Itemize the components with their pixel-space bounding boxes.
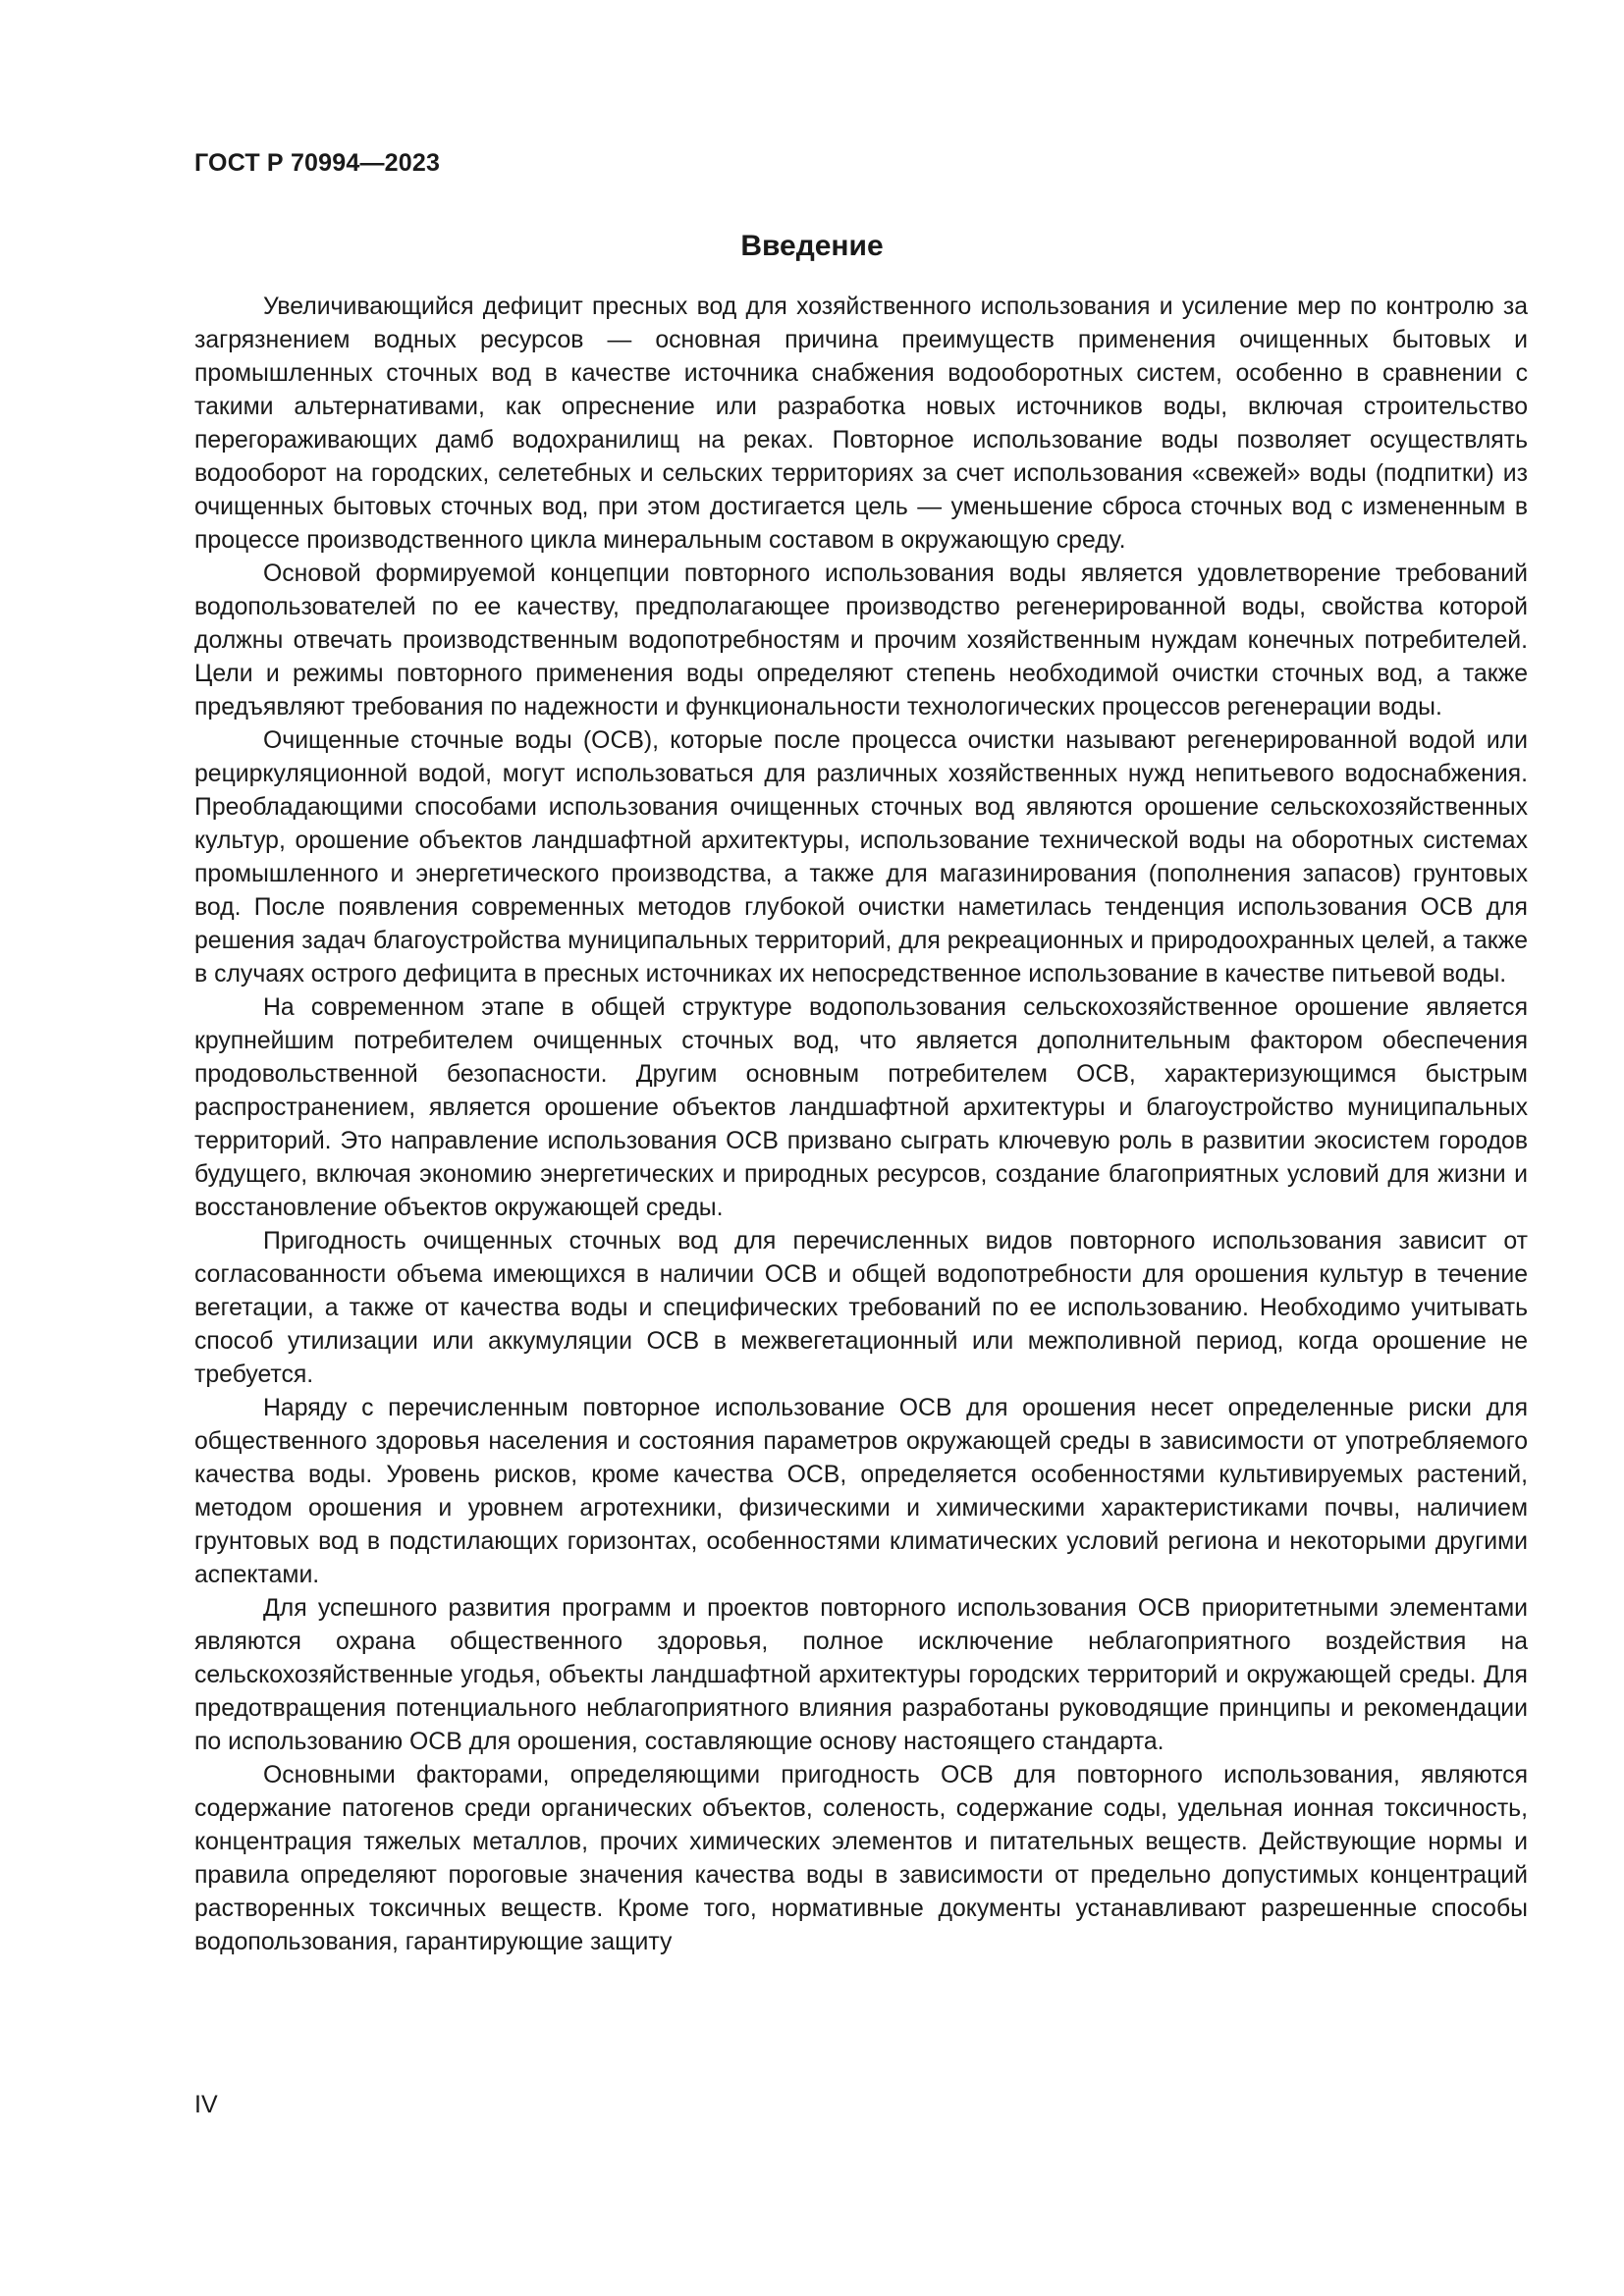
paragraph: Очищенные сточные воды (ОСВ), которые после процесса очистки называют регенерированной водой или рециркуляционной водой, могут использоваться для различных хозяйственных нужд непитьевого водоснабжения. Преобладающими способами использования очищенных сточных вод являются орошение сельскохозяйственных культур, орошение объектов ландшафтной архитектуры, использование технической воды на оборотных системах промышленного и энергетического производства, а также для магазинирования (пополнения запасов) грунтовых вод. После появления современных методов глубокой очистки наметилась тенденция использования ОСВ для решения задач благоустройства муниципальных территорий, для рекреационных и природоохранных целей, а также в случаях острого дефицита в пресных источниках их непосредственное использование в качестве питьевой воды. xyxy=(194,727,1528,988)
body-text xyxy=(194,291,1528,1959)
paragraph: Основными факторами, определяющими пригодность ОСВ для повторного использования, являются содержание патогенов среди органических объектов, соленость, содержание соды, удельная ионная токсичность, концентрация тяжелых металлов, прочих химических элементов и питательных веществ. Действующие нормы и правила определяют пороговые значения качества воды в зависимости от предельно допустимых концентраций растворенных токсичных веществ. Кроме того, нормативные документы устанавливают разрешенные способы водопользования, гарантирующие защиту xyxy=(194,1762,1528,1955)
paragraph: Основой формируемой концепции повторного использования воды является удовлетворение требований водопользователей по ее качеству, предполагающее производство регенерированной воды, свойства которой должны отвечать производственным водопотребностям и прочим хозяйственным нуждам конечных потребителей. Цели и режимы повторного применения воды определяют степень необходимой очистки сточных вод, а также предъявляют требования по надежности и функциональности технологических процессов регенерации воды. xyxy=(194,561,1528,721)
page-number: IV xyxy=(194,2091,218,2118)
paragraph: Для успешного развития программ и проектов повторного использования ОСВ приоритетными элементами являются охрана общественного здоровья, полное исключение неблагоприятного воздействия на сельскохозяйственные угодья, объекты ландшафтной архитектуры городских территорий и окружающей среды. Для предотвращения потенциального неблагоприятного влияния разработаны руководящие принципы и рекомендации по использованию ОСВ для орошения, составляющие основу настоящего стандарта. xyxy=(194,1595,1528,1755)
paragraph: Увеличивающийся дефицит пресных вод для хозяйственного использования и усиление мер по контролю за загрязнением водных ресурсов — основная причина преимуществ применения очищенных бытовых и промышленных сточных вод в качестве источника снабжения водооборотных систем, особенно в сравнении с такими альтернативами, как опреснение или разработка новых источников воды, включая строительство перегораживающих дамб водохранилищ на реках. Повторное использование воды позволяет осуществлять водооборот на городских, селетебных и сельских территориях за счет использования «свежей» воды (подпитки) из очищенных бытовых сточных вод, при этом достигается цель — уменьшение сброса сточных вод с измененным в процессе производственного цикла минеральным составом в окружающую среду. xyxy=(194,294,1528,554)
paragraph: Пригодность очищенных сточных вод для перечисленных видов повторного использования зависит от согласованности объема имеющихся в наличии ОСВ и общей водопотребности для орошения культур в течение вегетации, а также от качества воды и специфических требований по ее использованию. Необходимо учитывать способ утилизации или аккумуляции ОСВ в межвегетационный или межполивной период, когда орошение не требуется. xyxy=(194,1228,1528,1388)
paragraph: На современном этапе в общей структуре водопользования сельскохозяйственное орошение является крупнейшим потребителем очищенных сточных вод, что является дополнительным фактором обеспечения продовольственной безопасности. Другим основным потребителем ОСВ, характеризующимся быстрым распространением, является орошение объектов ландшафтной архитектуры и благоустройство муниципальных территорий. Это направление использования ОСВ призвано сыграть ключевую роль в развитии экосистем городов будущего, включая экономию энергетических и природных ресурсов, создание благоприятных условий для жизни и восстановление объектов окружающей среды. xyxy=(194,994,1528,1221)
paragraph: Наряду с перечисленным повторное использование ОСВ для орошения несет определенные риски для общественного здоровья населения и состояния параметров окружающей среды в зависимости от употребляемого качества воды. Уровень рисков, кроме качества ОСВ, определяется особенностями культивируемых растений, методом орошения и уровнем агротехники, физическими и химическими характеристиками почвы, наличием грунтовых вод в подстилающих горизонтах, особенностями климатических условий региона и некоторыми другими аспектами. xyxy=(194,1395,1528,1588)
document-header: ГОСТ Р 70994—2023 xyxy=(194,149,441,177)
section-title: Введение xyxy=(740,230,884,262)
